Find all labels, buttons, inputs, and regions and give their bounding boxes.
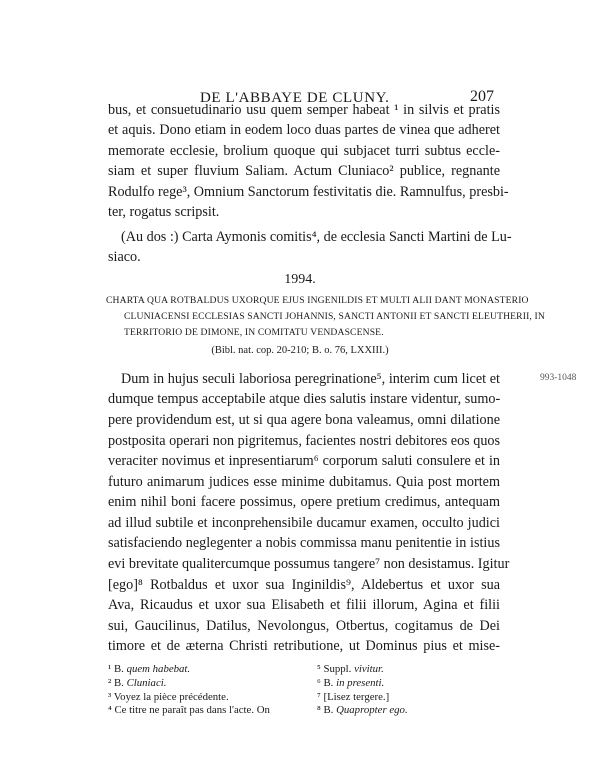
text-line: pere providendum est, ut si qua agere bona valeamus, omni dilatione [108, 412, 500, 428]
text-line: ad illud subtile et inconprehensibile ducamur examen, occulto judici [108, 515, 500, 531]
text-line: Ava, Ricaudus et uxor sua Elisabeth et filii illorum, Agina et filii [108, 597, 500, 613]
footnote-mark: ³ [108, 691, 112, 703]
text-line: dumque tempus acceptabile atque dies salutis instare videntur, sumo- [108, 391, 501, 407]
footnote-lead: B. [323, 677, 334, 689]
rubric-line: CLUNIACENSI ECCLESIAS SANCTI JOHANNIS, SANCTI ANTONII ET SANCTI ELEUTHERII, IN [124, 311, 545, 322]
text-line: timore et de æterna Christi retributione, ut Dominus pius et mise- [108, 638, 500, 654]
page-number: 207 [470, 88, 494, 105]
rubric-line: CHARTA QUA ROTBALDUS UXORQUE EJUS INGENILDIS ET MULTI ALII DANT MONASTERIO [106, 295, 529, 306]
text-line: Rodulfo rege³, Omnium Sanctorum festivitatis die. Ramnulfus, presbi- [108, 184, 509, 200]
text-line: siam et super fluvium Saliam. Actum Cluniaco² publice, regnante [108, 163, 500, 179]
text-line: satisfaciendo neglegenter a nobis commissa manu penitentie in istius [108, 535, 500, 551]
text-line: bus, et consuetudinario usu quem semper habeat ¹ in silvis et pratis [108, 102, 500, 118]
footnote-lead: B. [113, 677, 124, 689]
footnote-text: vivitur. [354, 663, 384, 675]
dorsal-note-line: (Au dos :) Carta Aymonis comitis⁴, de ecclesia Sancti Martini de Lu- [121, 229, 512, 245]
text-line: ter, rogatus scripsit. [108, 204, 220, 220]
running-title: DE L'ABBAYE DE CLUNY. [200, 90, 390, 106]
footnote-mark: ¹ [108, 663, 112, 675]
rubric-line: TERRITORIO DE DIMONE, IN COMITATU VENDASCENSE. [124, 327, 384, 338]
text-line: siaco. [108, 249, 141, 265]
footnote-mark: ² [108, 677, 112, 689]
margin-date: 993-1048 [540, 373, 577, 383]
text-line: Dum in hujus seculi laboriosa peregrinatione⁵, interim cum licet et [121, 371, 500, 387]
footnote-mark: ⁶ [317, 677, 321, 689]
footnote [317, 702, 408, 718]
text-line: postposita operari non pigritemus, facientes nostri debitores eos quos [108, 433, 501, 449]
footnote-text: Cluniaci. [126, 677, 167, 689]
footnote-lead: B. [323, 704, 334, 716]
charter-number: 1994. [284, 272, 316, 287]
text-line: memorate ecclesie, brolium quoque qui subjacet turri subtus eccle- [108, 143, 500, 159]
text-line: et aquis. Dono etiam in eodem loco duas partes de vinea que adheret [108, 122, 500, 138]
footnote-mark: ⁵ [317, 663, 321, 675]
footnote-lead: Suppl. [323, 663, 352, 675]
footnote-mark: ⁸ [317, 704, 321, 716]
footnote-text: quem habebat. [126, 663, 191, 675]
footnote-lead: B. [113, 663, 124, 675]
text-line: sui, Gaucilinus, Datilus, Nevolongus, Otbertus, cogitamus de Dei [108, 618, 500, 634]
text-line: enim nihil boni facere possimus, opere pretium credimus, antequam [108, 494, 500, 510]
footnote-mark: ⁷ [317, 691, 321, 703]
footnote-mark: ⁴ [108, 704, 112, 716]
footnote-text: Voyez la pièce précédente. [113, 691, 229, 703]
footnote-text: Ce titre ne paraît pas dans l'acte. On [114, 704, 270, 716]
text-line: evi brevitate qualitercumque possumus tangere⁷ non desistamus. Igitur [108, 556, 510, 572]
text-line: [ego]⁸ Rotbaldus et uxor sua Inginildis⁹, Aldebertus et uxor sua [108, 577, 500, 593]
footnote [108, 702, 270, 718]
footnote-text: in presenti. [336, 677, 385, 689]
footnote-text: Quapropter ego. [336, 704, 408, 716]
footnote-text: [Lisez tergere.] [323, 691, 390, 703]
text-line: futuro animarum judices esse minime dubitamus. Quia post mortem [108, 474, 500, 490]
text-line: veraciter novimus et inpresentiarum⁶ corporum saluti consulere et in [108, 453, 500, 469]
source-reference: (Bibl. nat. cop. 20-210; B. o. 76, LXXIII.) [211, 345, 389, 356]
